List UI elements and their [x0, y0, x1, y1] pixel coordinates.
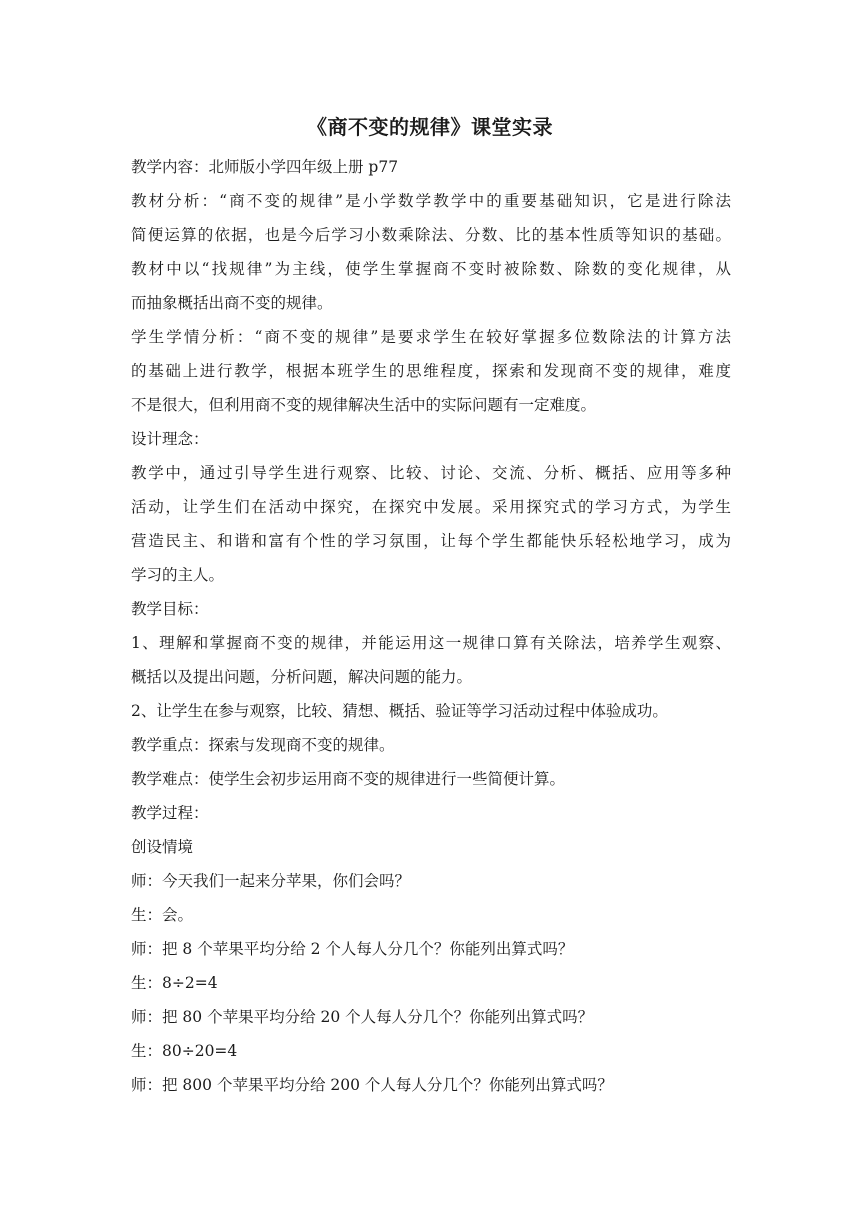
dialogue-line: 生：8÷2=4	[131, 974, 218, 992]
text-line: 学习的主人。	[131, 566, 225, 584]
text-line: 概括以及提出问题，分析问题，解决问题的能力。	[131, 668, 473, 686]
text-line: 1、理解和掌握商不变的规律，并能运用这一规律口算有关除法，培养学生观察、	[131, 634, 731, 652]
text-line: 不是很大，但利用商不变的规律解决生活中的实际问题有一定难度。	[131, 396, 597, 414]
dialogue-line: 师：把 80 个苹果平均分给 20 个人每人分几个？你能列出算式吗？	[131, 1008, 594, 1026]
text-line: 教学中，通过引导学生进行观察、比较、讨论、交流、分析、概括、应用等多种	[131, 464, 731, 482]
document-title: 《商不变的规律》课堂实录	[307, 115, 553, 139]
text-line-teaching-content: 教学内容：北师版小学四年级上册 p77	[131, 158, 399, 176]
text-line-teaching-focus: 教学重点：探索与发现商不变的规律。	[131, 736, 395, 754]
dialogue-line: 师：把 800 个苹果平均分给 200 个人每人分几个？你能列出算式吗？	[131, 1076, 613, 1094]
dialogue-line: 师：把 8 个苹果平均分给 2 个人每人分几个？你能列出算式吗？	[131, 940, 574, 958]
text-line: 教材中以“找规律”为主线，使学生掌握商不变时被除数、除数的变化规律，从	[131, 260, 731, 278]
document-body	[131, 150, 731, 1102]
dialogue-line: 生：会。	[131, 906, 194, 924]
dialogue-line: 师：今天我们一起来分苹果，你们会吗？	[131, 872, 411, 890]
text-line-teaching-difficulty: 教学难点：使学生会初步运用商不变的规律进行一些简便计算。	[131, 770, 566, 788]
text-line: 营造民主、和谐和富有个性的学习氛围，让每个学生都能快乐轻松地学习，成为	[131, 532, 731, 550]
text-line: 简便运算的依据，也是今后学习小数乘除法、分数、比的基本性质等知识的基础。	[131, 226, 731, 244]
section-heading-teaching-process: 教学过程：	[131, 804, 209, 822]
text-line: 的基础上进行教学，根据本班学生的思维程度，探索和发现商不变的规律，难度	[131, 362, 731, 380]
text-line: 学生学情分析：“商不变的规律”是要求学生在较好掌握多位数除法的计算方法	[131, 328, 731, 346]
text-line: 教材分析：“商不变的规律”是小学数学教学中的重要基础知识，它是进行除法	[131, 192, 731, 210]
section-heading-design-concept: 设计理念：	[131, 430, 209, 448]
section-heading-create-scenario: 创设情境	[131, 838, 194, 856]
text-line: 而抽象概括出商不变的规律。	[131, 294, 333, 312]
section-heading-teaching-goals: 教学目标：	[131, 600, 209, 618]
text-line: 活动，让学生们在活动中探究，在探究中发展。采用探究式的学习方式，为学生	[131, 498, 731, 516]
text-line: 2、让学生在参与观察，比较、猜想、概括、验证等学习活动过程中体验成功。	[131, 702, 668, 720]
dialogue-line: 生：80÷20=4	[131, 1042, 238, 1060]
